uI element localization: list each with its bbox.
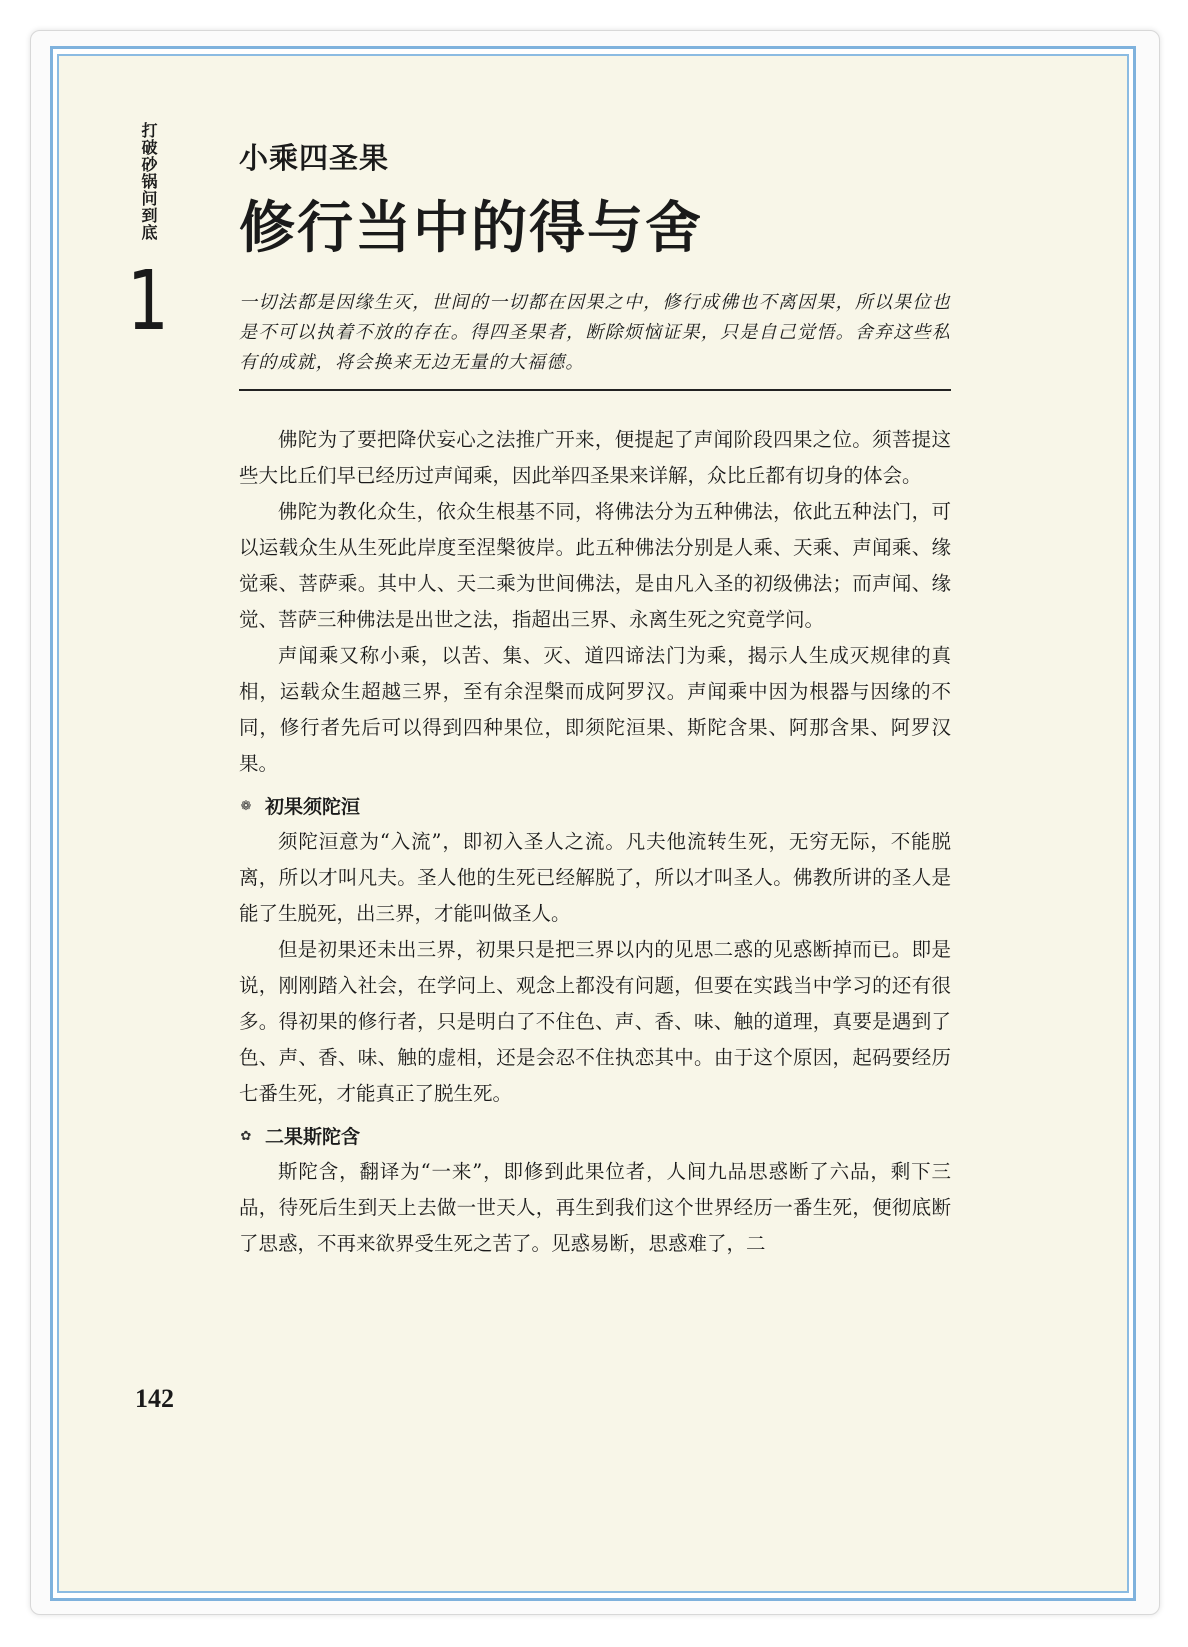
intro-text: 一切法都是因缘生灭，世间的一切都在因果之中，修行成佛也不离因果，所以果位也是不可以执着不放的存在。得四圣果者，断除烦恼证果，只是自己觉悟。舍弃这些私有的成就，将会换来无边无量的大福德。	[239, 292, 951, 373]
section-heading-label: 二果斯陀含	[265, 1126, 361, 1148]
page-subtitle: 小乘四圣果	[239, 141, 390, 175]
side-title: 打破砂锅问到底	[139, 122, 158, 241]
paragraph: 佛陀为了要把降伏妄心之法推广开来，便提起了声闻阶段四果之位。须菩提这些大比丘们早已经历过声闻乘，因此举四圣果来详解，众比丘都有切身的体会。	[239, 428, 951, 487]
flower-bullet-icon: ❁	[240, 799, 252, 814]
body-text	[239, 422, 951, 1262]
page-title: 修行当中的得与舍	[239, 196, 703, 261]
paragraph: 声闻乘又称小乘，以苦、集、灭、道四谛法门为乘，揭示人生成灭规律的真相，运载众生超越三界，至有余涅槃而成阿罗汉。声闻乘中因为根器与因缘的不同，修行者先后可以得到四种果位，即须陀洹果、斯陀含果、阿那含果、阿罗汉果。	[239, 644, 951, 775]
section-heading-1	[239, 790, 951, 824]
flower-bullet-icon: ✿	[240, 1129, 252, 1144]
divider	[239, 389, 951, 391]
section-heading-2	[239, 1120, 951, 1154]
paragraph: 但是初果还未出三界，初果只是把三界以内的见思二惑的见惑断掉而已。即是说，刚刚踏入社会，在学问上、观念上都没有问题，但要在实践当中学习的还有很多。得初果的修行者，只是明白了不住色、声、香、味、触的道理，真要是遇到了色、声、香、味、触的虚相，还是会忍不住执恋其中。由于这个原因，起码要经历七番生死，才能真正了脱生死。	[239, 938, 951, 1105]
book-page	[57, 54, 1129, 1593]
section-heading-label: 初果须陀洹	[265, 796, 361, 818]
paragraph: 须陀洹意为“入流”，即初入圣人之流。凡夫他流转生死，无穷无际，不能脱离，所以才叫凡夫。圣人他的生死已经解脱了，所以才叫圣人。佛教所讲的圣人是能了生脱死，出三界，才能叫做圣人。	[239, 830, 951, 925]
chapter-number: 1	[127, 254, 169, 349]
paragraph: 佛陀为教化众生，依众生根基不同，将佛法分为五种佛法，依此五种法门，可以运载众生从生死此岸度至涅槃彼岸。此五种佛法分别是人乘、天乘、声闻乘、缘觉乘、菩萨乘。其中人、天二乘为世间佛法，是由凡入圣的初级佛法；而声闻、缘觉、菩萨三种佛法是出世之法，指超出三界、永离生死之究竟学问。	[239, 500, 951, 631]
paragraph: 斯陀含，翻译为“一来”，即修到此果位者，人间九品思惑断了六品，剩下三品，待死后生到天上去做一世天人，再生到我们这个世界经历一番生死，便彻底断了思惑，不再来欲界受生死之苦了。见惑易断，思惑难了，二	[239, 1160, 951, 1255]
page-number: 142	[135, 1384, 174, 1413]
